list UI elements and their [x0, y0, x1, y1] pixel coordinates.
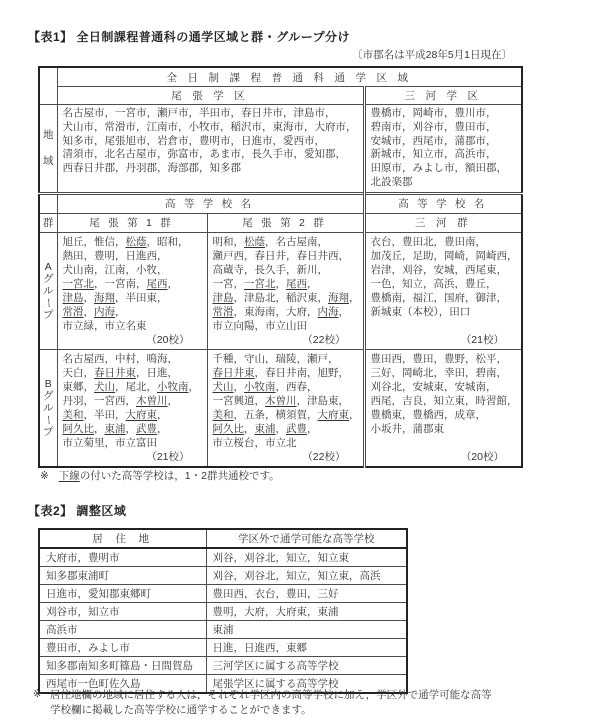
school-name: 松平 [475, 352, 497, 365]
school-line: 新城東（本校），田口 [370, 305, 471, 318]
school-name: 一宮北 [62, 277, 94, 290]
school-name: 美和 [212, 408, 234, 421]
school-name: 豊田西 [370, 352, 402, 365]
mikawa-district-header: 三河学区 [364, 87, 522, 105]
school-name: 津島 [62, 291, 84, 304]
school-name: 市立富田 [115, 436, 157, 449]
school-line: 加茂丘，足助，岡崎，岡崎西， [370, 249, 518, 262]
vertical-label-char: グ [43, 389, 54, 402]
school-name: 碧南 [475, 366, 497, 379]
school-name: 一宮南 [104, 277, 136, 290]
school-name: 春日井東 [212, 366, 255, 379]
school-name: 尾北 [125, 380, 147, 393]
table-row [39, 639, 407, 657]
school-name: 成章 [454, 408, 476, 421]
school-name: 豊橋西 [412, 408, 444, 421]
school-name: 衣台 [370, 235, 392, 248]
school-name: 旭丘 [62, 235, 84, 248]
school-count: （22校） [302, 450, 346, 463]
mikawa-gun-header: 三河群 [364, 213, 522, 232]
school-name: 高浜 [433, 277, 455, 290]
table-row [39, 603, 407, 621]
vertical-label-char: B [44, 377, 52, 390]
school-name: 西尾 [370, 394, 392, 407]
school-name: 蒲郡東 [412, 422, 444, 435]
school-name: 高蔵寺 [212, 263, 244, 276]
school-name: 西春 [286, 380, 307, 393]
vertical-label-char: ー [42, 414, 55, 426]
school-name: 知立東 [433, 394, 465, 407]
school-name: 日進西 [125, 249, 157, 262]
school-line: 市立緑，市立名東 [62, 319, 147, 332]
school-name: 阿久比 [62, 422, 94, 435]
residence-cell: 西尾市一色町佐久島 [39, 675, 206, 694]
school-name: 加茂丘 [370, 249, 402, 262]
table1-commuting-districts [38, 66, 523, 468]
school-name: 横須賀 [275, 408, 307, 421]
school-line: 豊橋南，福江，国府，御津， [370, 291, 507, 304]
eligible-schools-cell: 豊明，大府，大府東，東浦 [206, 603, 407, 621]
school-name: 豊田 [412, 352, 434, 365]
school-name: 小牧南 [157, 380, 189, 393]
group-b-owari2-cell [207, 349, 364, 467]
school-line: 犬山南，江南，小牧， [62, 263, 168, 276]
gun-header-row [39, 213, 522, 232]
eligible-schools-cell: 豊田西，衣台，豊田，三好 [206, 585, 407, 603]
vertical-label-char: 地 [43, 129, 54, 142]
school-name: 西尾東 [465, 263, 497, 276]
table1-title: 【表1】 全日制課程普通科の通学区域と群・グループ分け [28, 30, 351, 44]
school-name: 豊橋南 [370, 291, 402, 304]
school-name: 守山 [244, 352, 265, 365]
group-b-mikawa-cell [364, 349, 522, 467]
school-name: 半田 [94, 408, 115, 421]
vertical-label-char: ー [42, 297, 55, 309]
school-name: 豊田北 [402, 235, 434, 248]
footnote-underlined-word: 下線 [58, 470, 80, 482]
school-line: 西尾，吉良，知立東，時習館， [370, 394, 518, 407]
school-line: 千種，守山，瑞陵，瀬戸， [212, 352, 339, 365]
school-name: 武豊 [136, 422, 157, 435]
school-name: 明和 [212, 235, 234, 248]
school-name: 犬山 [212, 380, 234, 393]
mikawa-school-name-header: 高等学校名 [364, 193, 522, 213]
school-line: 天白，春日井東，日進， [62, 366, 178, 379]
school-name: 瀬戸西 [212, 249, 244, 262]
footnote-mark: ※ [33, 688, 42, 700]
text-line: 田原市，みよし市，額田郡， [370, 162, 507, 175]
school-count: （20校） [146, 333, 190, 346]
school-name: 春日井南 [265, 366, 307, 379]
residence-cell: 豊田市，みよし市 [39, 639, 206, 657]
school-line: 豊橋東，豊橋西，成章， [370, 408, 486, 421]
school-name: 吉良 [402, 394, 423, 407]
vertical-label-char: プ [43, 308, 54, 321]
school-name: 市立向陽 [212, 319, 255, 332]
empty-label-cell [39, 193, 57, 213]
school-name: 一宮西 [94, 394, 126, 407]
table-row [39, 621, 407, 639]
school-name: 犬山 [94, 380, 115, 393]
school-name: 足助 [412, 249, 434, 262]
school-name: 小牧南 [244, 380, 276, 393]
owari-region-cell [57, 105, 364, 194]
school-name: 日進 [146, 366, 168, 379]
school-name: 安城 [433, 263, 455, 276]
school-name: 天白 [62, 366, 84, 379]
school-line: 津島，津島北，稲沢東，海翔， [212, 291, 360, 304]
school-line: 美和，五条，横須賀，大府東， [212, 408, 360, 421]
school-name: 長久手 [254, 263, 286, 276]
school-name: 新川 [296, 263, 318, 276]
school-line: 市立桜台，市立北 [212, 436, 297, 449]
school-name: 木曽川 [136, 394, 168, 407]
school-name: 幸田 [444, 366, 465, 379]
region-row [39, 105, 522, 194]
school-name: 岩津 [370, 263, 392, 276]
school-name: 犬山南 [62, 263, 94, 276]
school-name: 一色 [370, 277, 392, 290]
school-name: 東浦 [254, 422, 276, 435]
school-name: 海翔 [94, 291, 115, 304]
text-line: 学校欄に掲載した高等学校に通学することができます。 [50, 703, 312, 716]
footnote-mark: ※ [40, 470, 49, 482]
school-line: 岩津，刈谷，安城，西尾東， [370, 263, 507, 276]
school-line: 犬山，小牧南，西春， [212, 380, 318, 393]
school-name: 豊田南 [444, 235, 476, 248]
school-line: 衣台，豊田北，豊田南， [370, 235, 486, 248]
text-line: 豊橋市，岡崎市，豊川市， [370, 107, 497, 119]
owari-district-header: 尾張学区 [57, 87, 364, 105]
school-line: 市立向陽，市立山田 [212, 319, 307, 332]
school-count: （22校） [302, 333, 346, 346]
table2-title: 【表2】 調整区域 [28, 504, 127, 518]
eligible-schools-cell: 刈谷，刈谷北，知立，知立東，高浜 [206, 567, 407, 585]
school-name: 木曽川 [265, 394, 297, 407]
school-name: 瑞陵 [275, 352, 297, 365]
table-row [39, 585, 407, 603]
school-name: 豊丘 [465, 277, 486, 290]
school-name: 安城東 [412, 380, 444, 393]
school-name: 尾西 [286, 277, 307, 290]
residence-cell: 日進市，愛知郡東郷町 [39, 585, 206, 603]
school-line: 一色，知立，高浜，豊丘， [370, 277, 497, 290]
footnote-text: の付いた高等学校は，1・2群共通校です。 [79, 470, 280, 482]
school-name: 市立名東 [104, 319, 147, 332]
school-line: 豊田西，豊田，豊野，松平， [370, 352, 507, 365]
school-line: 明和，松蔭，名古屋南， [212, 235, 328, 248]
gun-label-cell: 群 [39, 213, 57, 232]
school-name: 豊野 [444, 352, 465, 365]
school-name: 美和 [62, 408, 84, 421]
school-name: 春日井西 [296, 249, 339, 262]
school-line: 小坂井，蒲郡東 [370, 422, 444, 435]
text-line: 居住地欄の地域に居住する人は，それぞれ学区内の高等学校に加え，学区外で通学可能な高等 [50, 689, 492, 701]
group-b-owari1-cell [57, 349, 207, 467]
text-line: 清須市，北名古屋市，弥富市，あま市，長久手市，愛知郡， [62, 148, 346, 161]
school-name: 大府 [286, 305, 307, 318]
school-name: 東郷 [62, 380, 84, 393]
table-row [39, 567, 407, 585]
text-line: 新城市，知立市，高浜市， [370, 148, 497, 161]
text-line: 安城市，西尾市，蒲郡市， [370, 134, 497, 147]
school-line: 一宮興道，木曽川，津島東， [212, 394, 349, 407]
school-name: 新城東（本校） [370, 305, 439, 318]
school-line: 津島，海翔，半田東， [62, 291, 168, 304]
text-line: 北設楽郡 [370, 175, 413, 188]
school-name: 津島 [212, 291, 234, 304]
school-name: 津島東 [307, 394, 339, 407]
table1-footnote [40, 468, 280, 483]
school-name: 惟信 [94, 235, 115, 248]
owari-gun1-header: 尾張第1群 [57, 213, 207, 232]
school-name: 武豊 [286, 422, 307, 435]
school-count: （21校） [146, 450, 190, 463]
school-name: 松蔭 [125, 235, 147, 248]
school-name: 海翔 [328, 291, 349, 304]
text-line: 西春日井郡，丹羽郡，海部郡，知多郡 [62, 162, 241, 175]
school-name: 内海 [94, 305, 115, 318]
school-line: 市立菊里，市立富田 [62, 436, 157, 449]
school-name: 市立山田 [265, 319, 307, 332]
school-count: （21校） [460, 333, 504, 346]
school-name: 丹羽 [62, 394, 84, 407]
school-name-header-row [39, 193, 522, 213]
school-name: 一宮興道 [212, 394, 255, 407]
school-name: 岡崎 [444, 249, 465, 262]
group-b-row [39, 349, 522, 467]
school-name: 岡崎北 [402, 366, 434, 379]
school-name: 中村 [115, 352, 136, 365]
school-name: 千種 [212, 352, 234, 365]
residence-column-header: 居住地 [39, 529, 206, 548]
school-name: 時習館 [475, 394, 507, 407]
table2-footnote [33, 688, 492, 717]
region-label-cell [39, 105, 57, 194]
school-name: 東海南 [244, 305, 276, 318]
vertical-label-char: 域 [43, 155, 54, 168]
table1-header-row [39, 67, 522, 87]
text-line: 碧南市，刈谷市，豊田市， [370, 120, 497, 133]
group-a-row [39, 232, 522, 349]
school-name: 田口 [449, 305, 471, 318]
owari-gun2-header: 尾張第2群 [207, 213, 364, 232]
school-name: 内海 [317, 305, 339, 318]
text-line: 名古屋市，一宮市，瀬戸市，半田市，春日井市，津島市， [62, 107, 336, 119]
school-line: 常滑，東海南，大府，内海， [212, 305, 349, 318]
school-line: 高蔵寺，長久手，新川， [212, 263, 328, 276]
table-row [39, 657, 407, 675]
group-a-owari1-cell [57, 232, 207, 349]
school-name: 安城南 [454, 380, 486, 393]
school-name: 市立桜台 [212, 436, 255, 449]
school-name: 一宮 [212, 277, 234, 290]
eligible-schools-cell: 日進，日進西，東郷 [206, 639, 407, 657]
residence-cell: 刈谷市，知立市 [39, 603, 206, 621]
school-name: 小牧 [136, 263, 157, 276]
school-line: 東郷，犬山，尾北，小牧南， [62, 380, 199, 393]
table2-adjustment-areas [38, 528, 408, 694]
school-name: 一宮北 [244, 277, 276, 290]
school-name: 知立 [402, 277, 423, 290]
eligible-schools-cell: 三河学区に属する高等学校 [206, 657, 407, 675]
vertical-label-char: プ [43, 425, 54, 438]
group-a-mikawa-cell [364, 232, 522, 349]
school-name: 豊橋東 [370, 408, 402, 421]
school-name: 小坂井 [370, 422, 402, 435]
date-note: 〔市郡名は平成28年5月1日現在〕 [352, 49, 512, 61]
school-line: 熱田，豊明，日進西， [62, 249, 168, 262]
school-line: 阿久比，東浦，武豊， [212, 422, 318, 435]
school-line: 一宮北，一宮南，尾西， [62, 277, 178, 290]
school-line: 常滑，内海， [62, 305, 126, 318]
school-name: 常滑 [212, 305, 234, 318]
school-line: 旭丘，惟信，松蔭，昭和， [62, 235, 189, 248]
text-line: 犬山市，常滑市，江南市，小牧市，稲沢市，東海市，大府市， [62, 120, 357, 133]
school-name: 鳴海 [146, 352, 168, 365]
group-a-owari2-cell [207, 232, 364, 349]
school-line: 名古屋西，中村，鳴海， [62, 352, 178, 365]
vertical-label-char: A [44, 260, 52, 273]
owari-school-name-header: 高等学校名 [57, 193, 364, 213]
school-name: 尾西 [146, 277, 168, 290]
school-name: 春日井 [254, 249, 286, 262]
school-line: 丹羽，一宮西，木曽川， [62, 394, 178, 407]
school-line: 美和，半田，大府東， [62, 408, 168, 421]
school-name: 江南 [104, 263, 126, 276]
school-name: 瀬戸 [307, 352, 328, 365]
school-name: 市立菊里 [62, 436, 105, 449]
school-name: 大府東 [125, 408, 157, 421]
school-name: 刈谷 [402, 263, 423, 276]
vertical-label-char: ル [43, 284, 54, 297]
school-name: 岡崎西 [475, 249, 507, 262]
vertical-label-char: ル [43, 401, 54, 414]
school-name: 半田東 [125, 291, 157, 304]
school-name: 松蔭 [244, 235, 265, 248]
group-b-label-cell [39, 349, 57, 467]
school-line: 一宮，一宮北，尾西， [212, 277, 318, 290]
table1-corner-cell [39, 67, 57, 105]
schools-column-header: 学区外で通学可能な高等学校 [206, 529, 407, 548]
residence-cell: 高浜市 [39, 621, 206, 639]
school-name: 豊明 [94, 249, 115, 262]
eligible-schools-cell: 東浦 [206, 621, 407, 639]
school-name: 昭和 [157, 235, 178, 248]
school-name: 常滑 [62, 305, 84, 318]
eligible-schools-cell: 刈谷，刈谷北，知立，知立東 [206, 548, 407, 567]
school-name: 稲沢東 [286, 291, 318, 304]
school-name: 東浦 [104, 422, 126, 435]
school-count: （20校） [460, 450, 504, 463]
school-name: 国府 [444, 291, 465, 304]
school-name: 刈谷北 [370, 380, 402, 393]
table1-main-header: 全日制課程普通科通学区域 [57, 67, 522, 87]
school-line: 刈谷北，安城東，安城南， [370, 380, 497, 393]
school-name: 大府東 [317, 408, 349, 421]
school-line: 三好，岡崎北，幸田，碧南， [370, 366, 507, 379]
school-name: 五条 [244, 408, 265, 421]
school-name: 三好 [370, 366, 392, 379]
eligible-schools-cell: 尾張学区に属する高等学校 [206, 675, 407, 694]
school-name: 阿久比 [212, 422, 244, 435]
school-line: 春日井東，春日井南，旭野， [212, 366, 349, 379]
school-name: 津島北 [244, 291, 276, 304]
school-name: 市立北 [265, 436, 297, 449]
mikawa-region-cell [364, 105, 522, 194]
residence-cell: 知多郡南知多町篠島・日間賀島 [39, 657, 206, 675]
school-name: 名古屋西 [62, 352, 105, 365]
school-name: 旭野 [317, 366, 339, 379]
table1-district-header-row [39, 87, 522, 105]
school-name: 市立緑 [62, 319, 94, 332]
school-line: 阿久比，東浦，武豊， [62, 422, 168, 435]
text-line: 知多市，尾張旭市，岩倉市，豊明市，日進市，愛西市， [62, 134, 325, 147]
school-name: 熱田 [62, 249, 84, 262]
school-name: 福江 [412, 291, 434, 304]
table-row [39, 548, 407, 567]
school-line: 瀬戸西，春日井，春日井西， [212, 249, 349, 262]
vertical-label-char: グ [43, 272, 54, 285]
school-name: 春日井東 [94, 366, 136, 379]
school-name: 名古屋南 [275, 235, 318, 248]
table2-header-row [39, 529, 407, 548]
residence-cell: 大府市，豊明市 [39, 548, 206, 567]
school-name: 御津 [475, 291, 497, 304]
residence-cell: 知多郡東浦町 [39, 567, 206, 585]
group-a-label-cell [39, 232, 57, 349]
